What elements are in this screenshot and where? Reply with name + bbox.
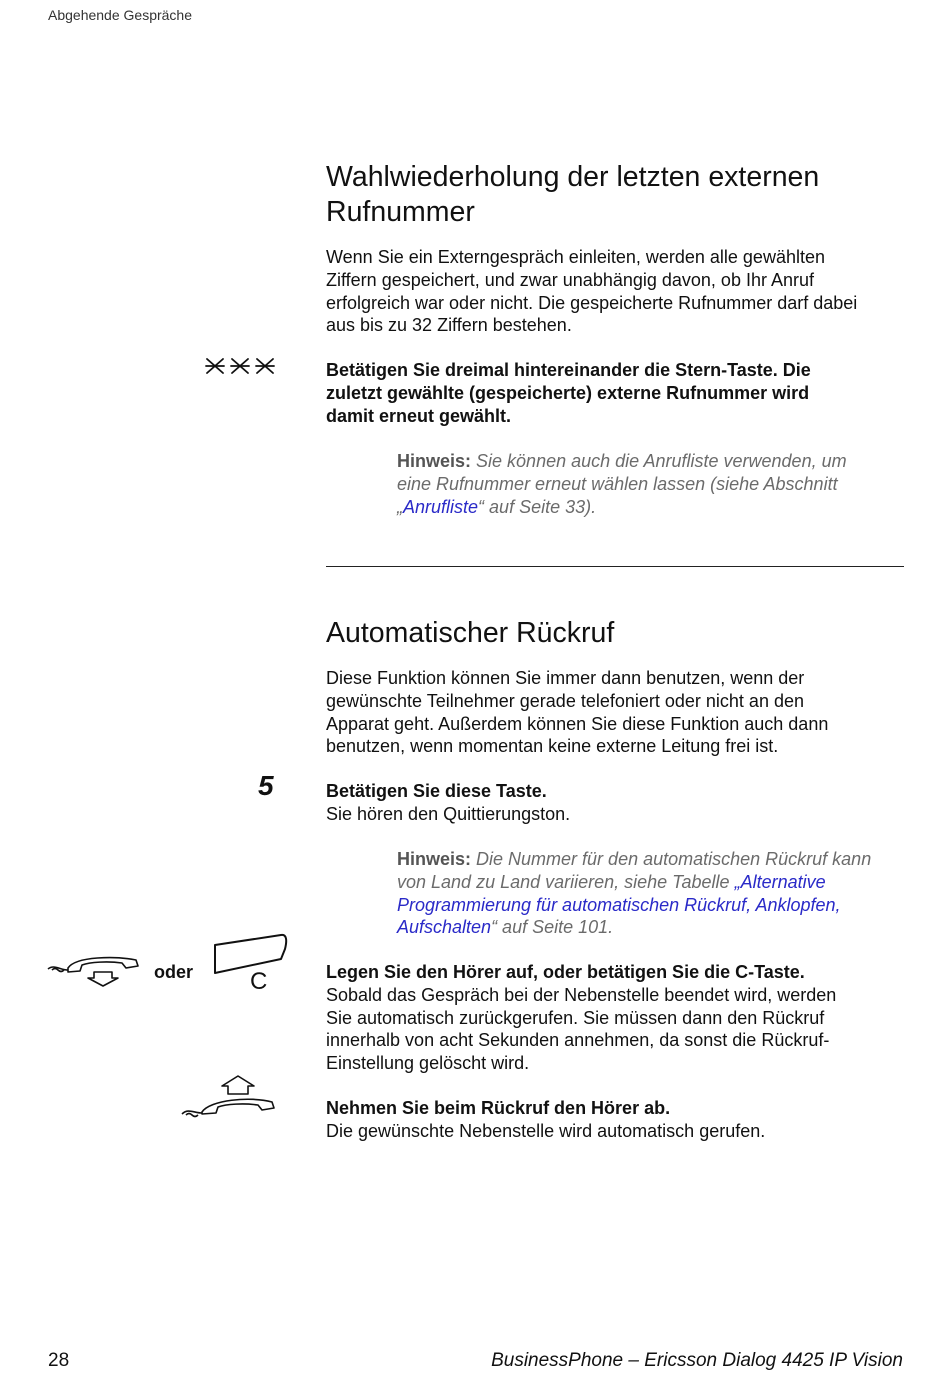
step-press-key <box>326 780 906 826</box>
section-divider <box>326 566 904 567</box>
note-label: Hinweis: <box>397 849 472 869</box>
note-text: eine Rufnummer erneut wählen lassen (siehe Abschnitt <box>397 473 838 494</box>
step-hang-up <box>326 961 906 1075</box>
note-label: Hinweis: <box>397 451 472 471</box>
link-alternative-programming[interactable]: „Alternative <box>734 871 826 892</box>
note-text: “ auf Seite 33). <box>478 496 597 517</box>
paragraph-line: Diese Funktion können Sie immer dann benutzen, wenn der <box>326 668 805 688</box>
page-number: 28 <box>48 1350 70 1371</box>
handset-up-icon <box>180 1076 280 1120</box>
paragraph-line: aus bis zu 32 Ziffern bestehen. <box>326 315 572 336</box>
paragraph-line: gewünschte Teilnehmer gerade telefoniert oder nicht an den <box>326 690 804 711</box>
link-anrufliste[interactable]: Anrufliste <box>403 496 479 517</box>
note-text: Die Nummer für den automatischen Rückruf kann <box>476 849 872 869</box>
step-line: innerhalb von acht Sekunden annehmen, da sonst die Rückruf- <box>326 1030 830 1051</box>
step-redial <box>326 359 906 427</box>
section-title-redial <box>326 160 916 230</box>
paragraph-line: Ziffern gespeichert, und zwar unabhängig davon, ob Ihr Anruf <box>326 269 814 290</box>
section-title-callback: Automatischer Rückruf <box>326 617 615 649</box>
step-line: Sobald das Gespräch bei der Nebenstelle beendet wird, werden <box>326 984 837 1005</box>
title-line: Wahlwiederholung der letzten externen <box>326 161 820 193</box>
step-line: Legen Sie den Hörer auf, oder betätigen Sie die C-Taste. <box>326 962 805 982</box>
paragraph-line: Apparat geht. Außerdem können Sie diese Funktion auch dann <box>326 713 829 734</box>
step-line: Sie hören den Quittierungston. <box>326 803 571 824</box>
c-key-label: C <box>250 968 268 995</box>
step-line: Einstellung gelöscht wird. <box>326 1053 530 1074</box>
step-line: Betätigen Sie dreimal hintereinander die Stern-Taste. Die <box>326 360 811 380</box>
note-text: „ <box>397 496 403 517</box>
paragraph-line: Wenn Sie ein Externgespräch einleiten, werden alle gewählten <box>326 247 825 267</box>
paragraph-line: benutzen, wenn momentan keine externe Leitung frei ist. <box>326 736 779 757</box>
step-line: Betätigen Sie diese Taste. <box>326 781 547 801</box>
step-lift-handset <box>326 1097 906 1143</box>
digit-key-5: 5 <box>258 770 274 801</box>
note-text: “ auf Seite 101. <box>491 917 614 938</box>
note-text: Sie können auch die Anrufliste verwenden, um <box>476 451 847 471</box>
note-redial <box>397 450 897 518</box>
step-line: Die gewünschte Nebenstelle wird automatisch gerufen. <box>326 1120 766 1141</box>
step-line: zuletzt gewählte (gespeicherte) externe Rufnummer wird <box>326 382 810 403</box>
document-title: BusinessPhone – Ericsson Dialog 4425 IP Vision <box>491 1350 903 1371</box>
or-label: oder <box>154 962 194 982</box>
section-intro-redial <box>326 246 906 337</box>
handset-down-icon <box>46 950 146 986</box>
title-line: Rufnummer <box>326 196 475 228</box>
section-intro-callback <box>326 667 906 758</box>
paragraph-line: erfolgreich war oder nicht. Die gespeicherte Rufnummer darf dabei <box>326 292 858 313</box>
step-line: Nehmen Sie beim Rückruf den Hörer ab. <box>326 1098 671 1118</box>
note-text: von Land zu Land variieren, siehe Tabelle <box>397 871 735 892</box>
step-line: damit erneut gewählt. <box>326 405 512 426</box>
running-header: Abgehende Gespräche <box>48 7 192 23</box>
note-callback <box>397 848 897 939</box>
three-star-keys-icon <box>205 354 277 378</box>
link-alternative-programming[interactable]: Aufschalten <box>397 917 492 938</box>
link-alternative-programming[interactable]: Programmierung für automatischen Rückruf, Anklopfen, <box>397 894 841 915</box>
step-line: Sie automatisch zurückgerufen. Sie müssen dann den Rückruf <box>326 1007 825 1028</box>
